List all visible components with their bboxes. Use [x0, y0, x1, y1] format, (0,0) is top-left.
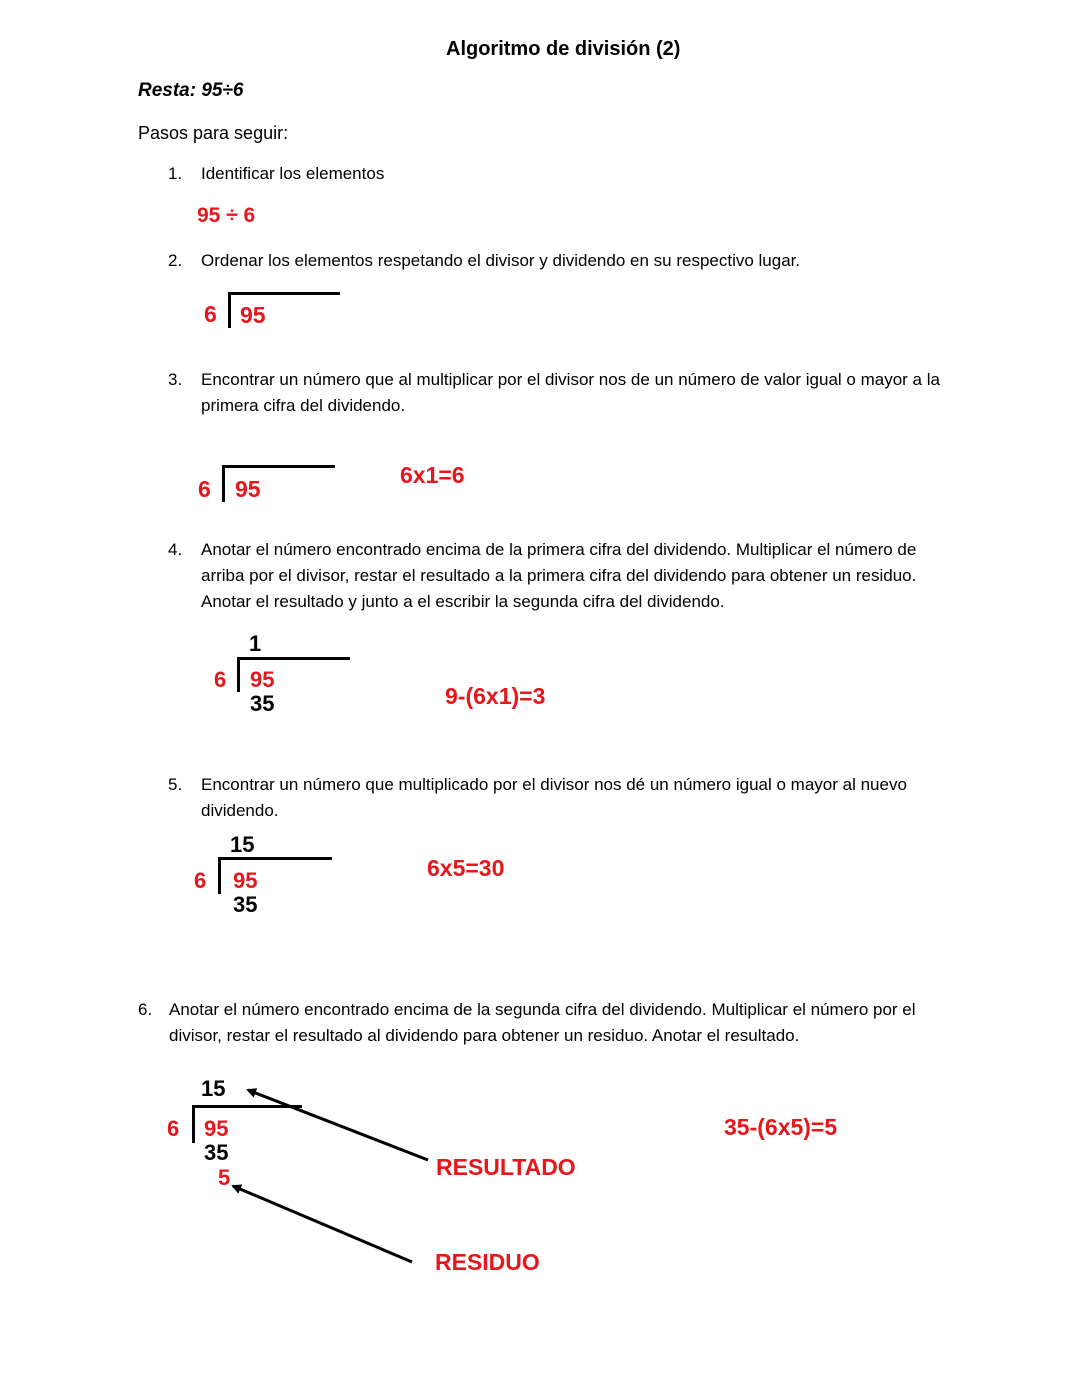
divisor: 6: [204, 301, 217, 327]
step-text-1: Identificar los elementos: [201, 164, 385, 183]
step-number-1: 1.: [168, 164, 183, 183]
partial-dividend: 35: [204, 1140, 229, 1165]
step-text-3-line-2: primera cifra del dividendo.: [201, 396, 406, 415]
equation-step5: 6x5=30: [427, 855, 505, 881]
residue: 5: [218, 1165, 231, 1190]
step-number-5: 5.: [168, 775, 183, 794]
label-resultado: RESULTADO: [436, 1154, 576, 1180]
partial-dividend: 35: [233, 892, 258, 917]
quotient: 15: [230, 832, 255, 857]
intro-text: Pasos para seguir:: [138, 123, 289, 143]
equation-step4: 9-(6x1)=3: [445, 683, 546, 709]
step-text-6-line-2: divisor, restar el resultado al dividendo para obtener un residuo. Anotar el resultado.: [169, 1026, 800, 1045]
division-bracket-vertical: [218, 859, 221, 894]
division-bracket-vertical: [222, 467, 225, 502]
step-number-3: 3.: [168, 370, 183, 389]
step-text-5-line-2: dividendo.: [201, 801, 279, 820]
step-text-4-line-3: Anotar el resultado y junto a el escribir la segunda cifra del dividendo.: [201, 592, 725, 611]
step-text-2: Ordenar los elementos respetando el divisor y dividendo en su respectivo lugar.: [201, 251, 801, 270]
equation-step3: 6x1=6: [400, 462, 465, 488]
division-bracket-horizontal: [192, 1105, 302, 1108]
step-text-4-line-1: Anotar el número encontrado encima de la primera cifra del dividendo. Multiplicar el número de: [201, 540, 917, 559]
divisor: 6: [198, 476, 211, 502]
step-number-6: 6.: [138, 1000, 153, 1019]
division-bracket-vertical: [192, 1107, 195, 1143]
dividend: 95: [250, 667, 275, 692]
division-bracket-vertical: [237, 659, 240, 692]
division-bracket-horizontal: [222, 465, 335, 468]
dividend: 95: [235, 476, 261, 502]
step-number-4: 4.: [168, 540, 183, 559]
division-bracket-vertical: [228, 294, 231, 328]
step-number-2: 2.: [168, 251, 183, 270]
division-bracket-horizontal: [237, 657, 350, 660]
step1-expression: 95 ÷ 6: [197, 204, 256, 227]
dividend: 95: [240, 302, 266, 328]
dividend: 95: [233, 868, 258, 893]
step-text-5-line-1: Encontrar un número que multiplicado por el divisor nos dé un número igual o mayor al nuevo: [201, 775, 907, 794]
divisor: 6: [194, 868, 207, 893]
arrow-to-residue: [233, 1186, 412, 1262]
page-title: Algoritmo de división (2): [446, 38, 681, 60]
partial-dividend: 35: [250, 691, 275, 716]
quotient: 15: [201, 1076, 226, 1101]
dividend: 95: [204, 1116, 229, 1141]
label-residuo: RESIDUO: [435, 1249, 540, 1275]
step-text-6-line-1: Anotar el número encontrado encima de la segunda cifra del dividendo. Multiplicar el número por el: [169, 1000, 916, 1019]
divisor: 6: [214, 667, 227, 692]
divisor: 6: [167, 1116, 180, 1141]
quotient: 1: [249, 631, 262, 656]
step-text-3-line-1: Encontrar un número que al multiplicar por el divisor nos de un número de valor igual o mayor a la: [201, 370, 940, 389]
equation-step6: 35-(6x5)=5: [724, 1114, 838, 1140]
subtitle: Resta: 95÷6: [138, 80, 244, 101]
arrow-to-quotient: [248, 1090, 428, 1160]
division-bracket-horizontal: [218, 857, 332, 860]
division-bracket-horizontal: [228, 292, 340, 295]
step-text-4-line-2: arriba por el divisor, restar el resultado a la primera cifra del dividendo para obtener un residuo.: [201, 566, 917, 585]
